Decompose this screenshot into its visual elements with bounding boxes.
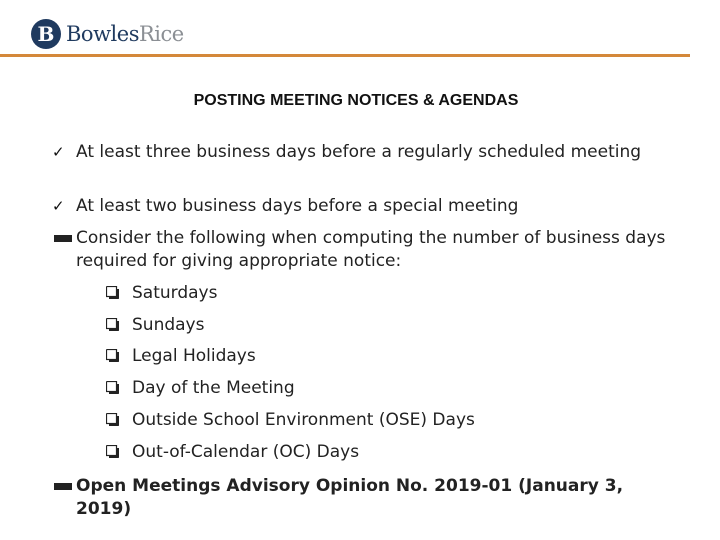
sub-list-item-text: Outside School Environment (OSE) Days <box>132 410 475 430</box>
checkbox-icon <box>106 314 124 331</box>
list-item-text: Consider the following when computing the number of business days required for giving appropriate notice: <box>76 228 666 271</box>
sub-list-item <box>132 314 632 337</box>
list-item <box>52 141 676 164</box>
sub-list-item-text: Legal Holidays <box>132 346 256 366</box>
checkbox-icon <box>106 282 124 299</box>
list-item <box>52 195 676 218</box>
svg-text:B: B <box>37 22 55 46</box>
checkbox-icon <box>106 441 124 458</box>
square-bullet-icon <box>54 235 72 242</box>
slide-title: POSTING MEETING NOTICES & AGENDAS <box>193 92 519 109</box>
list-item-text: At least two business days before a special meeting <box>76 196 519 216</box>
checkbox-icon <box>106 409 124 426</box>
check-icon: ✓ <box>52 143 65 161</box>
sub-list-item-text: Saturdays <box>132 283 218 303</box>
sub-list-item-text: Sundays <box>132 315 205 335</box>
list-item-text: At least three business days before a regularly scheduled meeting <box>76 142 642 162</box>
list-item <box>76 475 656 521</box>
sub-list-item-text: Out-of-Calendar (OC) Days <box>132 442 360 462</box>
list-item <box>76 227 676 273</box>
list-item-text: Open Meetings Advisory Opinion No. 2019-01 (January 3, 2019) <box>76 476 624 519</box>
logo-word-rice: Rice <box>138 21 184 46</box>
sub-list-item <box>132 282 632 305</box>
checkbox-icon <box>106 377 124 394</box>
sub-list-item <box>132 345 632 368</box>
logo-word-bowles: Bowles <box>66 21 139 46</box>
sub-list-item <box>132 441 632 464</box>
sub-list-item-text: Day of the Meeting <box>132 378 295 398</box>
check-icon: ✓ <box>52 197 65 215</box>
sub-list-item <box>132 377 632 400</box>
square-bullet-icon <box>54 483 72 490</box>
checkbox-icon <box>106 345 124 362</box>
sub-list-item <box>132 409 632 432</box>
